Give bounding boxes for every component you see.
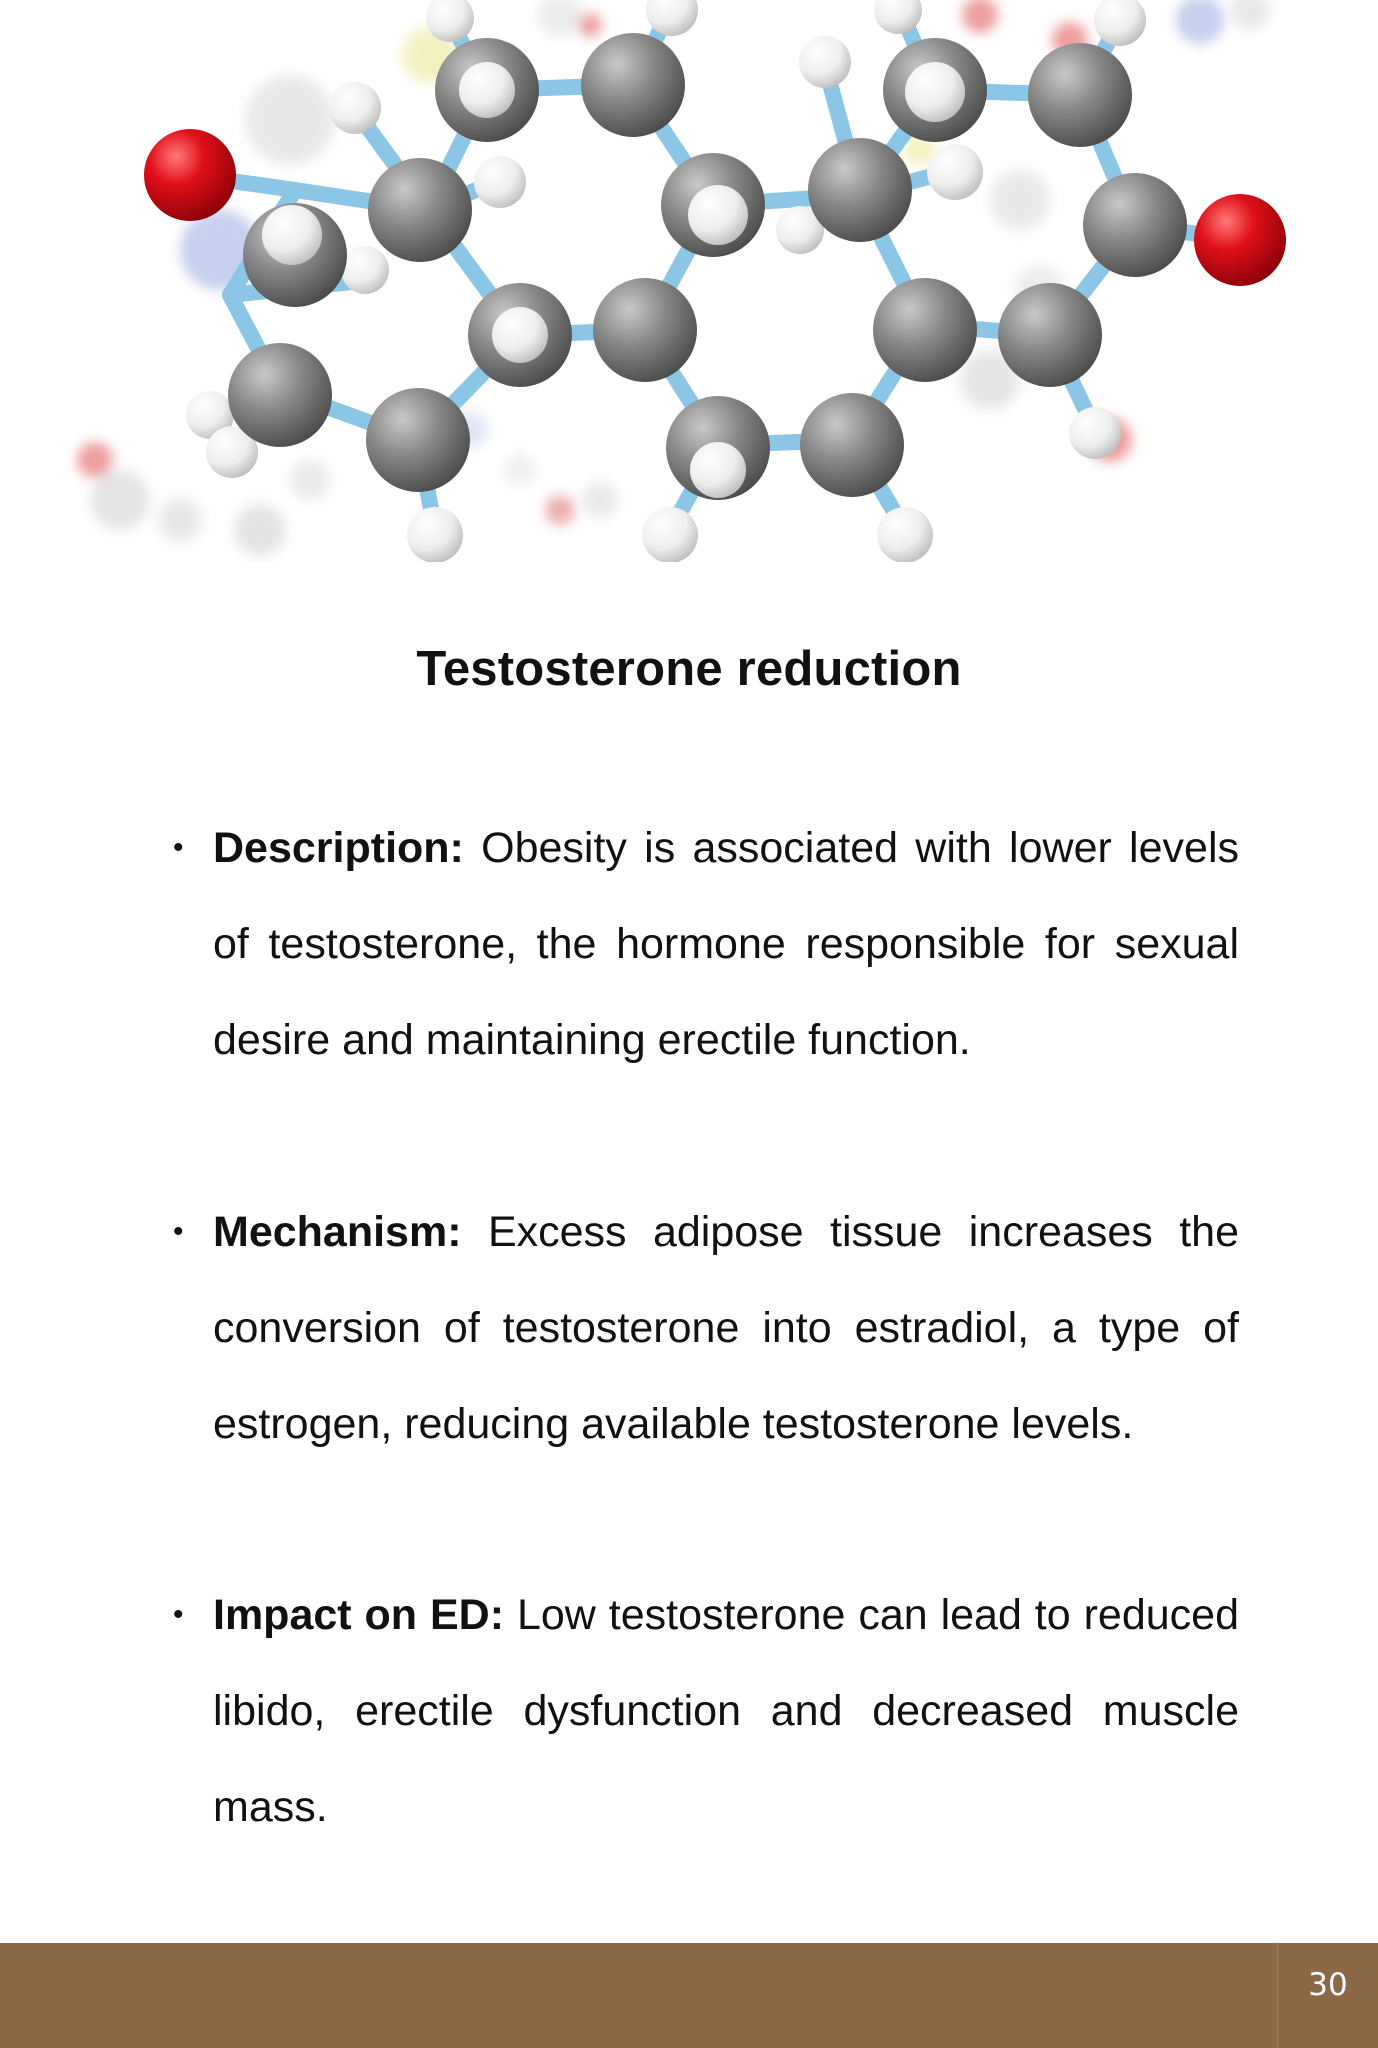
bullet-label: Impact on ED:	[213, 1591, 517, 1639]
molecule-illustration	[0, 0, 1378, 562]
bullet-dot: •	[173, 1215, 184, 1248]
bullet-text: Obesity is associated with lower levels of testosterone, the hormone responsible for sexual desire and maintaining erectile function.	[213, 824, 1239, 1064]
bullet-mechanism	[173, 1184, 1239, 1472]
bullet-dot: •	[173, 831, 184, 864]
bullet-dot: •	[173, 1598, 184, 1631]
bullet-text: Excess adipose tissue increases the conversion of testosterone into estradiol, a type of estrogen, reducing available testosterone levels.	[213, 1208, 1239, 1448]
bullet-impact	[173, 1567, 1239, 1855]
bullet-label: Mechanism:	[213, 1208, 488, 1256]
bullet-text: Low testosterone can lead to reduced libido, erectile dysfunction and decreased muscle mass.	[213, 1591, 1239, 1831]
bullet-description	[173, 800, 1239, 1088]
page-number: 30	[1308, 1967, 1348, 2003]
page-title: Testosterone reduction	[416, 641, 962, 696]
bullet-label: Description:	[213, 824, 482, 872]
hero-molecule-image	[0, 0, 1378, 562]
footer-bar	[0, 1943, 1378, 2048]
page-number-box	[1277, 1943, 1378, 2048]
